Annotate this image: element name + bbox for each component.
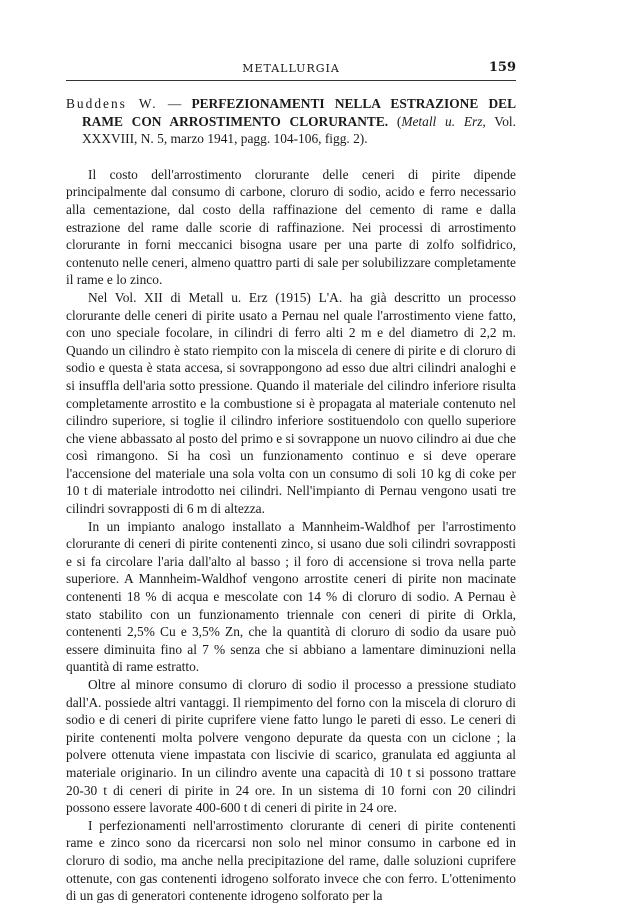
paragraph: Nel Vol. XII di Metall u. Erz (1915) L'A. ha già descritto un processo clorurante delle ceneri di pirite usato a Pernau nel quale l'arrostimento viene fatto, con uno speciale focolare, in cilindri di ferro alti 2 m e del diametro di 2,2 m. Quando un cilindro è stato riempito con la miscela di cenere di pirite e di cloruro di sodio e questa è stata accesa, si sovrappongono ad esso due altri cilindri analoghi e si insuffla dell'aria sotto pressione. Quando il materiale del cilindro inferiore risulta completamente arrostito e la combustione si è propagata al materiale contenuto nel cilindro superiore, si toglie il cilindro inferiore sostituendolo con quello superiore che viene abbassato al posto del primo e si sovrappone un nuovo cilindro ai due che così rimangono. Si ha così un funzionamento continuo e si deve operare l'accensione del materiale una sola volta con un consumo di soli 10 kg di coke per 10 t di materiale introdotto nei cilindri. Nell'impianto di Pernau vengono usati tre cilindri sovrapposti di 6 m di altezza.	[66, 289, 516, 517]
running-title: METALLURGIA	[242, 62, 340, 75]
article-citation: Buddens W. — PERFEZIONAMENTI NELLA ESTRAZIONE DEL RAME CON ARROSTIMENTO CLORURANTE. (Metall u. Erz, Vol. XXXVIII, N. 5, marzo 1941, pagg. 104-106, figg. 2).	[66, 96, 516, 147]
paragraph: I perfezionamenti nell'arrostimento clorurante di ceneri di pirite contenenti rame e zinco sono da ricercarsi non solo nel minor consumo in carbone ed in cloruro di sodio, ma anche nella precipitazione del rame, dalle soluzioni cuprifere ottenute, con gas contenenti idrogeno solforato invece che con ferro. L'ottenimento di un gas di generatori contenente idrogeno solforato per la	[66, 817, 516, 904]
running-head	[66, 60, 516, 80]
paragraph: Oltre al minore consumo di cloruro di sodio il processo a pressione studiato dall'A. possiede altri vantaggi. Il riempimento del forno con la miscela di cloruro di sodio e di ceneri di pirite cuprifere viene fatto lungo le pareti di esso. Le ceneri di pirite contenenti molta polvere vengono depurate da questa con un ciclone ; la polvere ottenuta viene impastata con liscivie di scarico, granulata ed aggiunta al materiale originario. In un cilindro avente una capacità di 10 t si possono trattare 20-30 t di ceneri di pirite in 24 ore. In un sistema di 10 forni con 20 cilindri possono essere lavorate 400-600 t di ceneri di pirite in 24 ore.	[66, 677, 516, 816]
article-journal: Metall u. Erz,	[401, 113, 486, 129]
citation-dash: —	[157, 96, 192, 111]
paragraph: Il costo dell'arrostimento clorurante delle ceneri di pirite dipende principalmente dal consumo di carbone, cloruro di sodio, acido e ferro necessario alla cementazione, dal costo della raffinazione del cemento di rame e dalla estrazione del rame dalle scorie di raffinazione. Nei processi di arrostimento clorurante in forni meccanici bisogna usare per una parte di zolfo solfidrico, contenuto nelle ceneri, almeno quattro parti di sale per solubilizzare completamente il rame e lo zinco.	[66, 166, 516, 288]
article-title: PERFEZIONAMENTI NELLA ESTRAZIONE DEL RAME CON ARROSTIMENTO CLORURANTE.	[82, 96, 516, 129]
paragraph: In un impianto analogo installato a Mannheim-Waldhof per l'arrostimento clorurante di ceneri di pirite contenenti zinco, si usano due soli cilindri sovrapposti e si fa circolare l'aria dall'alto al basso ; il foro di accensione si trova nella parte superiore. A Mannheim-Waldhof vengono arrostite ceneri di pirite non macinate contenenti 18 % di acqua e mescolate con 14 % di cloruro di sodio. A Pernau è stato stabilito con un funzionamento triennale con ceneri di pirite di Orkla, contenenti 2,5% Cu e 3,5% Zn, che la quantità di cloruro di sodio da usare può essere diminuita fino al 7 % senza che si abbiano a lamentare diminuzioni nella quantità di rame estratto.	[66, 518, 516, 675]
article-source: Vol. XXXVIII, N. 5, marzo 1941, pagg. 104-106, figg. 2).	[82, 113, 516, 147]
article-author: Buddens W.	[66, 96, 158, 111]
header-rule	[66, 80, 516, 81]
page-number: 159	[488, 60, 516, 75]
article-body	[66, 95, 516, 905]
